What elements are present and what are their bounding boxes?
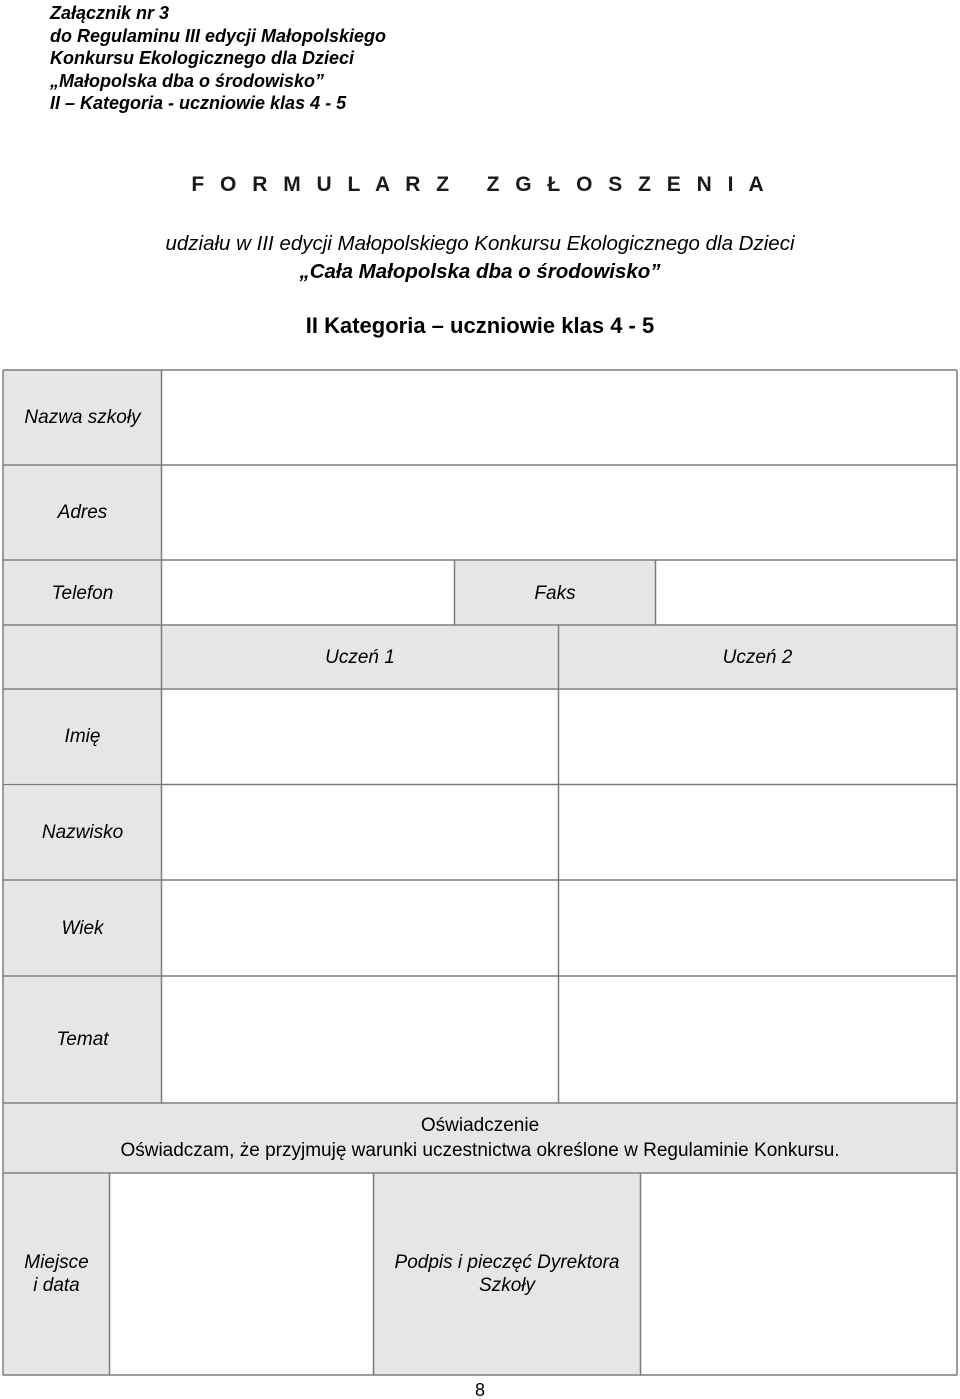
phone-label: Telefon [4, 561, 161, 625]
signature-label-line: Szkoły [479, 1275, 535, 1296]
signature-label [374, 1174, 640, 1374]
place-date-label-line: Miejsce [24, 1252, 89, 1273]
subtitle-line: udziału w III edycji Małopolskiego Konkursu Ekologicznego dla Dzieci [165, 232, 795, 255]
declaration-title: Oświadczenie [420, 1115, 540, 1136]
fax-field[interactable] [656, 561, 956, 625]
student2-header: Uczeń 2 [559, 626, 956, 688]
declaration-text: Oświadczam, że przyjmuję warunki uczestnictwa określone w Regulaminie Konkursu. [120, 1140, 840, 1161]
fax-label: Faks [455, 561, 655, 625]
attachment-header [50, 2, 386, 115]
form-title: F O R M U L A R Z Z G Ł O S Z E N I A [191, 173, 769, 196]
phone-field[interactable] [162, 561, 454, 625]
place-date-label [4, 1174, 109, 1374]
signature-label-line: Podpis i pieczęć Dyrektora [394, 1252, 620, 1273]
student1-last-name-field[interactable] [162, 786, 558, 879]
student1-first-name-field[interactable] [162, 690, 558, 783]
student2-last-name-field[interactable] [559, 786, 956, 879]
student2-first-name-field[interactable] [559, 690, 956, 783]
attachment-header-line: „Małopolska dba o środowisko” [50, 70, 325, 91]
student1-age-field[interactable] [162, 881, 558, 975]
attachment-header-line: Konkursu Ekologicznego dla Dzieci [50, 48, 355, 68]
school-name-label: Nazwa szkoły [4, 371, 161, 464]
place-date-label-line: i data [33, 1275, 80, 1296]
first-name-label: Imię [4, 690, 161, 783]
school-name-field[interactable] [162, 371, 956, 464]
students-corner-cell [4, 626, 161, 688]
attachment-header-line: do Regulaminu III edycji Małopolskiego [50, 25, 387, 46]
declaration-cell [4, 1104, 956, 1172]
student1-topic-field[interactable] [162, 977, 558, 1102]
student2-topic-field[interactable] [559, 977, 956, 1102]
place-date-field[interactable] [110, 1174, 373, 1374]
attachment-header-line: II – Kategoria - uczniowie klas 4 - 5 [50, 93, 347, 113]
age-label: Wiek [4, 881, 161, 975]
student2-age-field[interactable] [559, 881, 956, 975]
last-name-label: Nazwisko [4, 786, 161, 879]
topic-label: Temat [4, 977, 161, 1102]
form-subtitle [0, 230, 960, 286]
category-heading: II Kategoria – uczniowie klas 4 - 5 [305, 313, 655, 338]
attachment-header-line: Załącznik nr 3 [50, 3, 170, 23]
signature-field[interactable] [641, 1174, 956, 1374]
address-field[interactable] [162, 466, 956, 559]
page-number: 8 [474, 1380, 485, 1399]
student1-header: Uczeń 1 [162, 626, 558, 688]
subtitle-contest-name: „Cała Małopolska dba o środowisko” [299, 260, 661, 283]
address-label: Adres [4, 466, 161, 559]
